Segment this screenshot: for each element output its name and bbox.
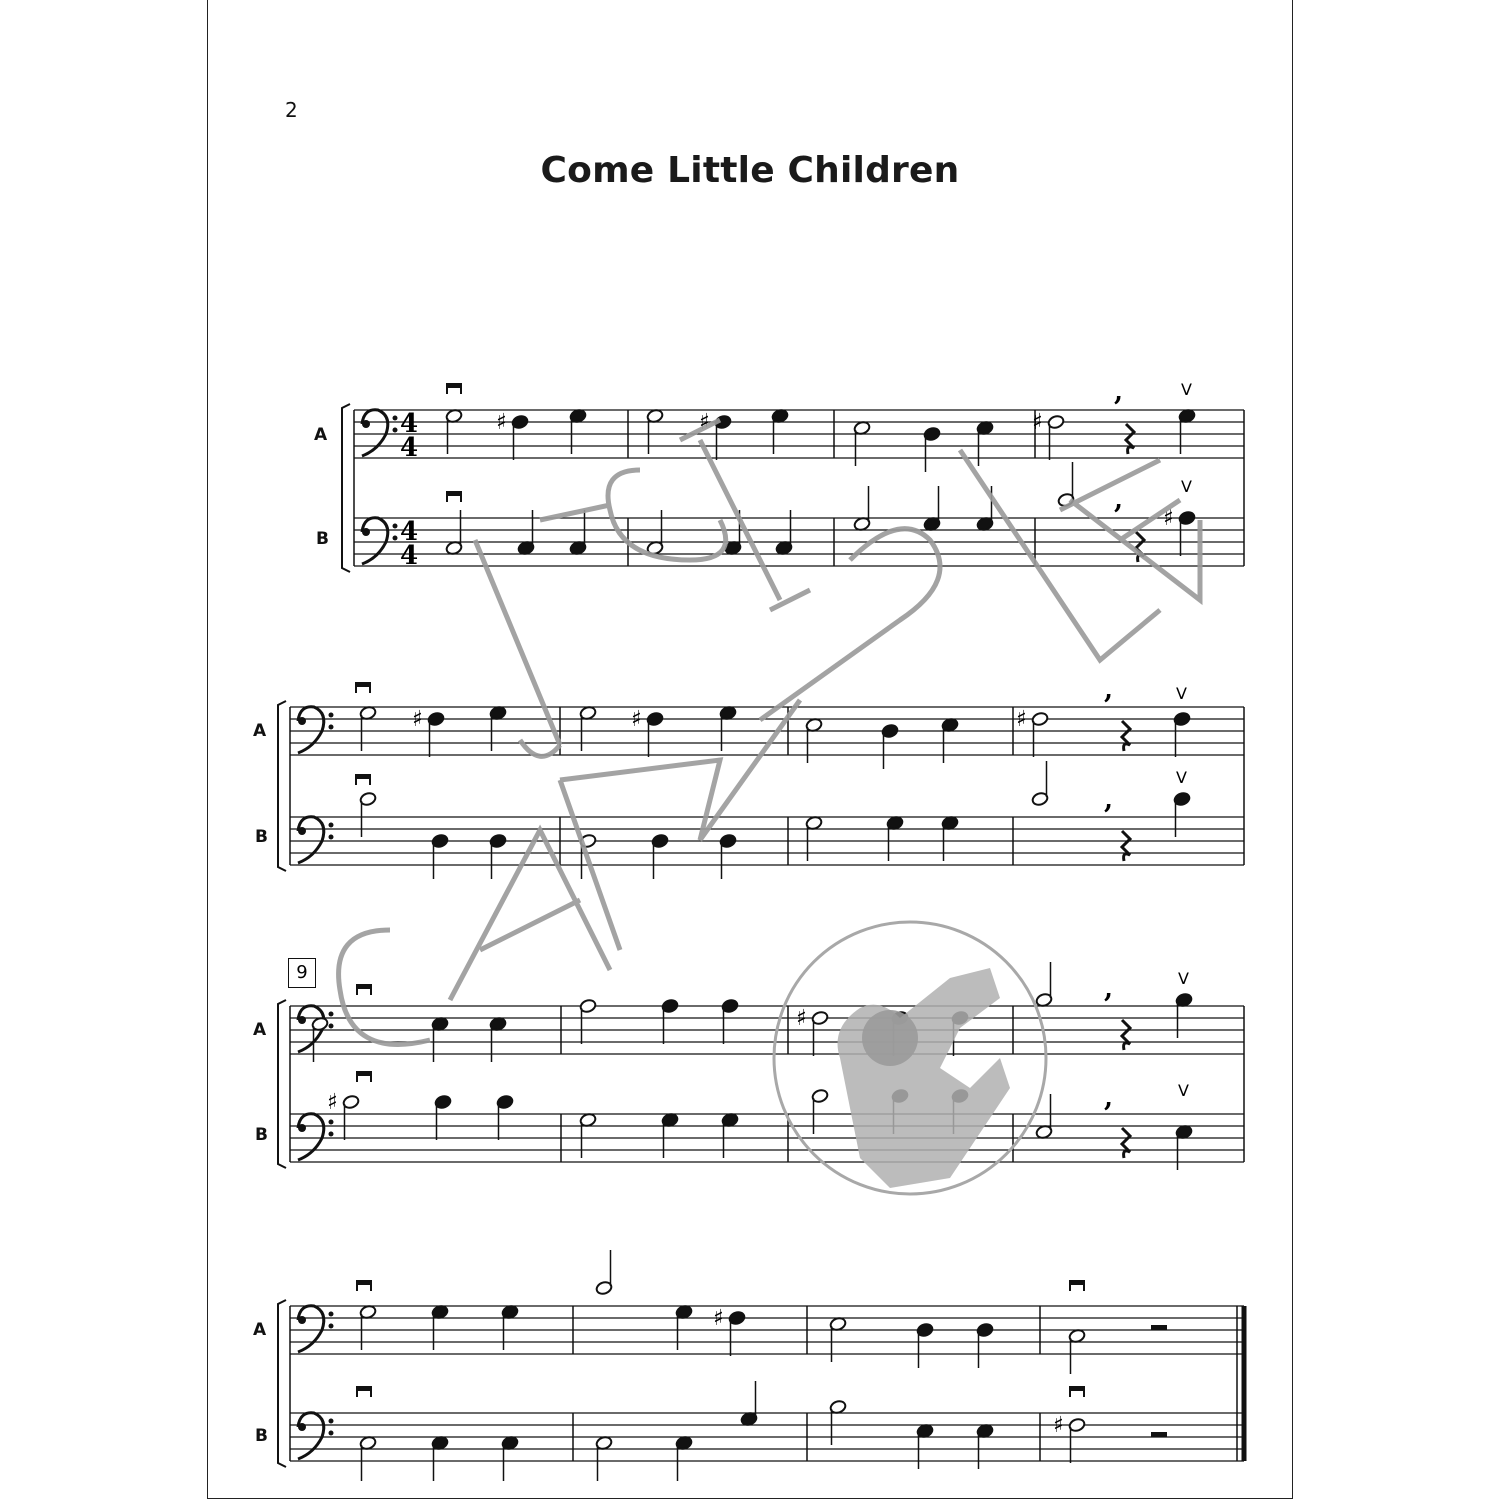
bass-clef-icon — [298, 817, 324, 863]
bass-clef-icon — [329, 823, 334, 828]
bass-clef-icon — [329, 1312, 334, 1317]
bass-clef-icon — [362, 528, 370, 536]
quarter-rest-icon — [1126, 424, 1134, 454]
down-bow-icon — [357, 1387, 371, 1391]
page-number: 2 — [285, 98, 298, 122]
breath-mark-icon: , — [1104, 974, 1114, 1004]
bass-clef-icon — [298, 707, 324, 753]
time-signature-bottom: 4 — [400, 541, 419, 571]
sharp-icon: ♯ — [1053, 1413, 1064, 1438]
sharp-icon: ♯ — [1163, 506, 1174, 531]
bass-clef-icon — [329, 725, 334, 730]
bass-clef-icon — [393, 536, 398, 541]
bass-clef-icon — [298, 1413, 324, 1459]
up-bow-icon: V — [1178, 969, 1189, 988]
bass-clef-icon — [329, 1024, 334, 1029]
half-rest-icon — [1151, 1325, 1167, 1330]
time-signature-top: 4 — [400, 409, 419, 439]
breath-mark-icon: , — [1104, 1083, 1114, 1113]
system-bracket — [278, 1000, 286, 1168]
sharp-icon: ♯ — [796, 1006, 807, 1031]
breath-mark-icon: , — [1104, 785, 1114, 815]
bass-clef-icon — [393, 416, 398, 421]
part-label-b: B — [255, 827, 268, 847]
part-label-a: A — [253, 1320, 267, 1340]
up-bow-icon: V — [1178, 1081, 1189, 1100]
half-rest-icon — [1151, 1432, 1167, 1437]
down-bow-icon — [1070, 1281, 1084, 1285]
bass-clef-icon — [329, 713, 334, 718]
time-signature-bottom: 4 — [400, 433, 419, 463]
sharp-icon: ♯ — [412, 707, 423, 732]
page-title: Come Little Children — [540, 150, 960, 191]
bass-clef-icon — [329, 1120, 334, 1125]
bass-clef-icon — [298, 1114, 324, 1160]
breath-mark-icon: , — [1104, 675, 1114, 705]
bass-clef-icon — [298, 1423, 306, 1431]
part-label-a: A — [253, 1020, 267, 1040]
part-label-b: B — [255, 1125, 268, 1145]
part-label-a: A — [253, 721, 267, 741]
system-bracket — [278, 701, 286, 871]
down-bow-icon — [447, 492, 461, 496]
quarter-rest-icon — [1122, 831, 1130, 861]
sharp-icon: ♯ — [1032, 410, 1043, 435]
bass-clef-icon — [298, 1316, 306, 1324]
down-bow-icon — [357, 1281, 371, 1285]
sharp-icon: ♯ — [713, 1306, 724, 1331]
down-bow-icon — [357, 1072, 371, 1076]
bass-clef-icon — [329, 835, 334, 840]
bass-clef-icon — [362, 518, 388, 564]
bass-clef-icon — [329, 1012, 334, 1017]
down-bow-icon — [357, 985, 371, 989]
sharp-icon: ♯ — [699, 410, 710, 435]
bass-clef-icon — [393, 524, 398, 529]
bass-clef-icon — [298, 1016, 306, 1024]
system-bracket — [278, 1300, 286, 1467]
breath-mark-icon: , — [1114, 485, 1124, 515]
down-bow-icon — [1070, 1387, 1084, 1391]
up-bow-icon: V — [1176, 684, 1187, 703]
part-label-a: A — [314, 425, 328, 445]
time-signature-top: 4 — [400, 517, 419, 547]
bass-clef-icon — [298, 1306, 324, 1352]
down-bow-icon — [356, 683, 370, 687]
bass-clef-icon — [298, 827, 306, 835]
sharp-icon: ♯ — [327, 1090, 338, 1115]
down-bow-icon — [447, 384, 461, 388]
bass-clef-icon — [329, 1431, 334, 1436]
sharp-icon: ♯ — [1016, 707, 1027, 732]
quarter-rest-icon — [1122, 1128, 1130, 1158]
sharp-icon: ♯ — [496, 410, 507, 435]
quarter-rest-icon — [1122, 721, 1130, 751]
bass-clef-icon — [362, 410, 388, 456]
breath-mark-icon: , — [1114, 377, 1124, 407]
system-bracket — [342, 404, 350, 572]
sharp-icon: ♯ — [631, 707, 642, 732]
quarter-rest-icon — [1122, 1020, 1130, 1050]
part-label-b: B — [255, 1426, 268, 1446]
up-bow-icon: V — [1176, 768, 1187, 787]
bass-clef-icon — [298, 717, 306, 725]
bass-clef-icon — [362, 420, 370, 428]
bass-clef-icon — [393, 428, 398, 433]
down-bow-icon — [356, 775, 370, 779]
bass-clef-icon — [329, 1419, 334, 1424]
bass-clef-icon — [298, 1124, 306, 1132]
quarter-rest-icon — [1136, 532, 1144, 562]
up-bow-icon: V — [1181, 477, 1192, 496]
rehearsal-mark: 9 — [288, 958, 316, 988]
bass-clef-icon — [329, 1132, 334, 1137]
bass-clef-icon — [329, 1324, 334, 1329]
part-label-b: B — [316, 529, 329, 549]
up-bow-icon: V — [1181, 380, 1192, 399]
